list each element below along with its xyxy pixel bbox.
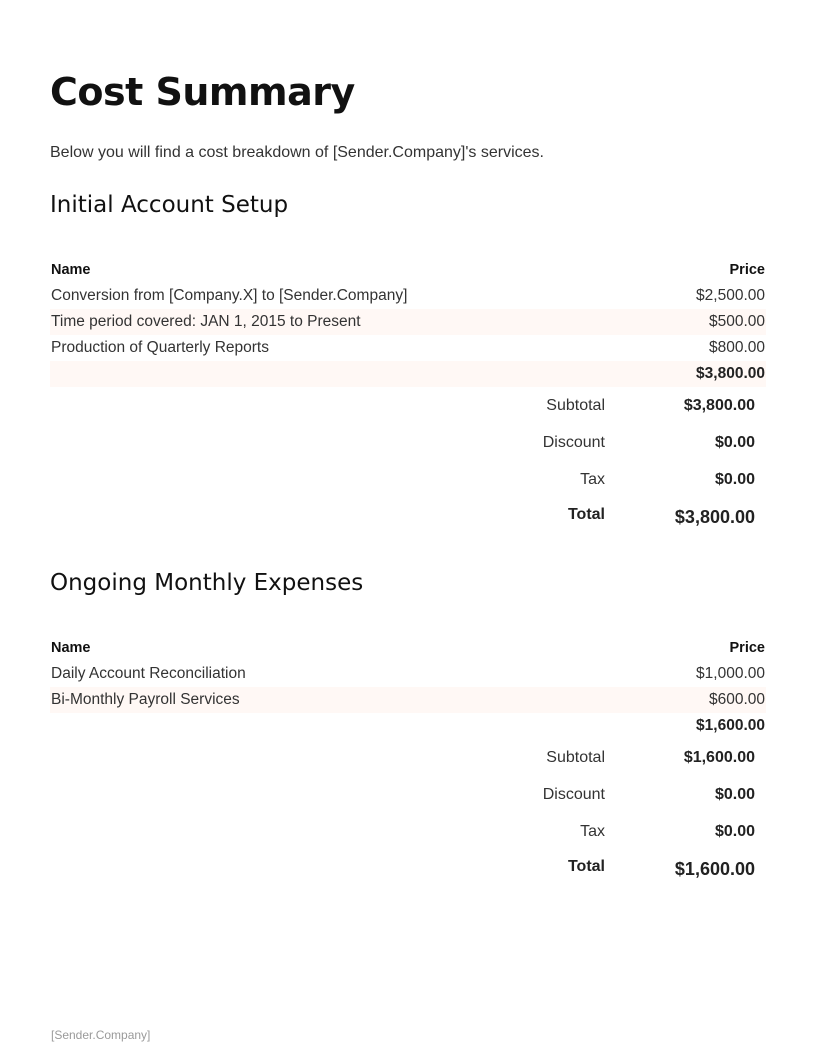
subtotal-value: $1,600.00 [683, 749, 755, 766]
subtotal-value: $3,800.00 [683, 397, 755, 414]
item-price: $800.00 [708, 339, 765, 356]
grand-total-row [50, 503, 766, 540]
item-name: Daily Account Reconciliation [51, 665, 246, 682]
totals-block-initial-setup [50, 392, 766, 540]
section-title-initial-setup: Initial Account Setup [50, 192, 289, 218]
table-sum-row [50, 361, 766, 387]
table-row [50, 309, 766, 335]
item-name: Bi-Monthly Payroll Services [50, 687, 576, 713]
sum-row-spacer [50, 713, 576, 739]
table-row [50, 335, 766, 361]
total-label: Total [567, 506, 605, 523]
cost-table-initial-setup [50, 257, 766, 387]
table-total-value: $1,600.00 [696, 717, 765, 734]
item-price: $600.00 [576, 687, 766, 713]
table-sum-row [50, 713, 766, 739]
item-price: $500.00 [648, 309, 766, 335]
tax-value: $0.00 [714, 823, 755, 840]
subtotal-row [50, 392, 766, 429]
total-value: $3,800.00 [674, 507, 755, 527]
tax-row [50, 466, 766, 503]
item-name: Time period covered: JAN 1, 2015 to Present [50, 309, 648, 335]
discount-row [50, 429, 766, 466]
sum-row-spacer [50, 361, 648, 387]
cost-table-monthly-expenses [50, 635, 766, 739]
page-title: Cost Summary [50, 70, 355, 114]
grand-total-row [50, 855, 766, 892]
table-header-row [50, 635, 766, 661]
column-header-name: Name [51, 640, 91, 656]
table-row [50, 661, 766, 687]
tax-label: Tax [580, 471, 605, 488]
total-label: Total [567, 858, 605, 875]
discount-value: $0.00 [714, 434, 755, 451]
discount-label: Discount [542, 786, 605, 803]
table-row [50, 687, 766, 713]
discount-label: Discount [542, 434, 605, 451]
discount-value: $0.00 [714, 786, 755, 803]
column-header-price: Price [729, 262, 765, 278]
table-header-row [50, 257, 766, 283]
discount-row [50, 781, 766, 818]
item-price: $1,000.00 [696, 665, 765, 682]
subtotal-label: Subtotal [546, 749, 605, 766]
section-title-monthly-expenses: Ongoing Monthly Expenses [50, 570, 364, 596]
tax-value: $0.00 [714, 471, 755, 488]
column-header-price: Price [729, 640, 765, 656]
tax-row [50, 818, 766, 855]
totals-block-monthly-expenses [50, 744, 766, 892]
table-total-value: $3,800.00 [648, 361, 766, 387]
total-value: $1,600.00 [674, 859, 755, 879]
subtotal-row [50, 744, 766, 781]
footer-company: [Sender.Company] [51, 1028, 151, 1042]
item-name: Conversion from [Company.X] to [Sender.Company] [51, 287, 408, 304]
subtotal-label: Subtotal [546, 397, 605, 414]
intro-text: Below you will find a cost breakdown of [Sender.Company]'s services. [50, 144, 544, 161]
item-name: Production of Quarterly Reports [51, 339, 269, 356]
table-row [50, 283, 766, 309]
tax-label: Tax [580, 823, 605, 840]
column-header-name: Name [51, 262, 91, 278]
item-price: $2,500.00 [696, 287, 765, 304]
